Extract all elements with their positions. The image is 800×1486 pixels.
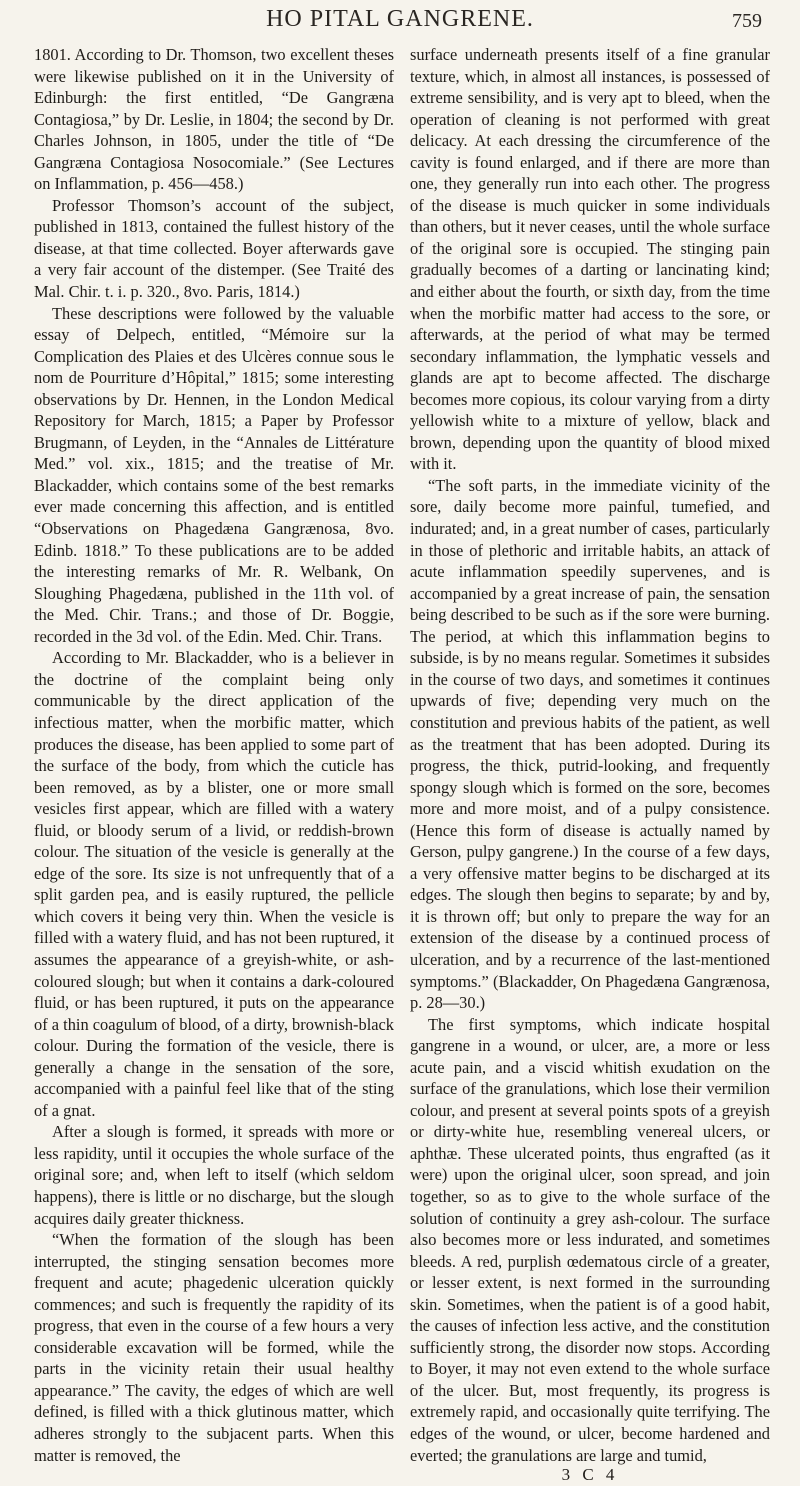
paragraph: These descriptions were followed by the valuable essay of Delpech, entitled, “Mémoire sur la Complication des Plaies et des Ulcères connue sous le nom de Pourriture d’Hôpital,” 1815; some interesting observations by Dr. Hennen, in the London Medical Repository for March, 1815; a Paper by Professor Brugmann, of Leyden, in the “Annales de Littérature Med.” vol. xix., 1815; and the treatise of Mr. Blackadder, which contains some of the best remarks ever made concerning this affection, and is entitled “Observations on Phagedæna Gangrænosa, 8vo. Edinb. 1818.” To these publications are to be added the interesting remarks of Mr. R. Welbank, On Sloughing Phagedæna, published in the 11th vol. of the Med. Chir. Trans.; and those of Dr. Boggie, recorded in the 3d vol. of the Edin. Med. Chir. Trans. [34,303,394,646]
paragraph: The first symptoms, which indicate hospital gangrene in a wound, or ulcer, are, a more or less acute pain, and a viscid whitish exudation on the surface of the granulations, which lose their vermilion colour, and present at several points spots of a greyish or dirty-white hue, resembling venereal ulcers, or aphthæ. These ulcerated points, thus engrafted (as it were) upon the original ulcer, soon spread, and join together, so as to give to the whole surface of the solution of continuity a grey ash-colour. The surface also becomes more or less indurated, and sometimes bleeds. A red, purplish œdematous circle of a greater, or lesser extent, is next formed in the surrounding skin. Sometimes, when the patient is of a good habit, the causes of infection less active, and the constitution sufficiently strong, the disorder now stops. According to Boyer, it may not even extend to the whole surface of the ulcer. But, most frequently, its progress is extremely rapid, and occasionally quite terrifying. The edges of the wound, or ulcer, become hardened and everted; the granulations are large and tumid, [410,1014,770,1465]
left-column [34,44,394,1466]
page-number: 759 [732,10,762,32]
right-column [410,44,770,1486]
paragraph: 1801. According to Dr. Thomson, two excellent theses were likewise published on it in the University of Edinburgh: the first entitled, “De Gangræna Contagiosa,” by Dr. Leslie, in 1804; the second by Dr. Charles Johnson, in 1805, under the title of “De Gangræna Contagiosa Nosocomiale.” (See Lectures on Inflammation, p. 456—458.) [34,45,394,194]
paragraph: According to Mr. Blackadder, who is a believer in the doctrine of the complaint being only communicable by the direct application of the infectious matter, when the morbific matter, which produces the disease, has been applied to some part of the surface of the body, from which the cuticle has been removed, as by a blister, one or more small vesicles first appear, which are filled with a watery fluid, or bloody serum of a livid, or reddish-brown colour. The situation of the vesicle is generally at the edge of the sore. Its size is not unfrequently that of a split garden pea, and is easily ruptured, the pellicle which covers it being very thin. When the vesicle is filled with a watery fluid, and has not been ruptured, it assumes the appearance of a greyish-white, or ash-coloured slough; but when it contains a dark-coloured fluid, or has been ruptured, it puts on the appearance of a thin coagulum of blood, of a dirty, brownish-black colour. During the formation of the vesicle, there is generally a change in the sensation of the sore, accompanied with a painful feel like that of the sting of a gnat. [34,648,394,1120]
paragraph: Professor Thomson’s account of the subject, published in 1813, contained the fullest history of the disease, at that time collected. Boyer afterwards gave a very fair account of the distemper. (See Traité des Mal. Chir. t. i. p. 320., 8vo. Paris, 1814.) [34,195,394,302]
paragraph: “The soft parts, in the immediate vicinity of the sore, daily become more painful, tumefied, and indurated; and, in a great number of cases, particularly in those of plethoric and irritable habits, an attack of acute inflammation speedily supervenes, and is accompanied by a great increase of pain, the sensation being described to be such as if the sore were burning. The period, at which this inflammation begins to subside, is by no means regular. Sometimes it subsides in the course of two days, and sometimes it continues upwards of five; depending very much on the constitution and previous habits of the patient, as well as the treatment that has been adopted. During its progress, the thick, putrid-looking, and frequently spongy slough which is formed on the sore, becomes more and more moist, and of a pulpy consistence. (Hence this form of disease is actually named by Gerson, pulpy gangrene.) In the course of a few days, a very offensive matter begins to be discharged at its edges. The slough then begins to separate; by and by, it is thrown off; but only to prepare the way for an extension of the disease by a continued process of ulceration, and by a recurrence of the last-mentioned symptoms.” (Blackadder, On Phagedæna Gangrænosa, p. 28—30.) [410,475,770,1013]
paragraph: “When the formation of the slough has been interrupted, the stinging sensation becomes more frequent and acute; phagedenic ulceration quickly commences; and such is frequently the rapidity of its progress, that even in the course of a few hours a very considerable excavation will be formed, while the parts in the vicinity retain their usual healthy appearance.” The cavity, the edges of which are well defined, is filled with a thick glutinous matter, which adheres strongly to the subjacent parts. When this matter is removed, the [34,1230,394,1465]
running-header [0,4,800,40]
paragraph: After a slough is formed, it spreads with more or less rapidity, until it occupies the whole surface of the original sore; and, when left to itself (which seldom happens), there is little or no discharge, but the slough acquires daily greater thickness. [34,1122,394,1228]
paragraph: surface underneath presents itself of a fine granular texture, which, in almost all instances, is possessed of extreme sensibility, and is very apt to bleed, when the operation of cleaning is not performed with great delicacy. At each dressing the circumference of the cavity is found enlarged, and if there are more than one, they generally run into each other. The progress of the disease is much quicker in some individuals than others, but it never ceases, until the whole surface of the original sore is occupied. The stinging pain gradually becomes of a darting or lancinating kind; and either about the fourth, or sixth day, from the time when the morbific matter had access to the sore, or afterwards, at the period of what may be termed secondary inflammation, the lymphatic vessels and glands are apt to become affected. The discharge becomes more copious, its colour varying from a dirty yellowish white to a mixture of yellow, black and brown, depending upon the quantity of blood mixed with it. [410,45,770,474]
running-title: HO PITAL GANGRENE. [266,6,534,32]
signature-mark: 3 C 4 [561,1465,619,1485]
